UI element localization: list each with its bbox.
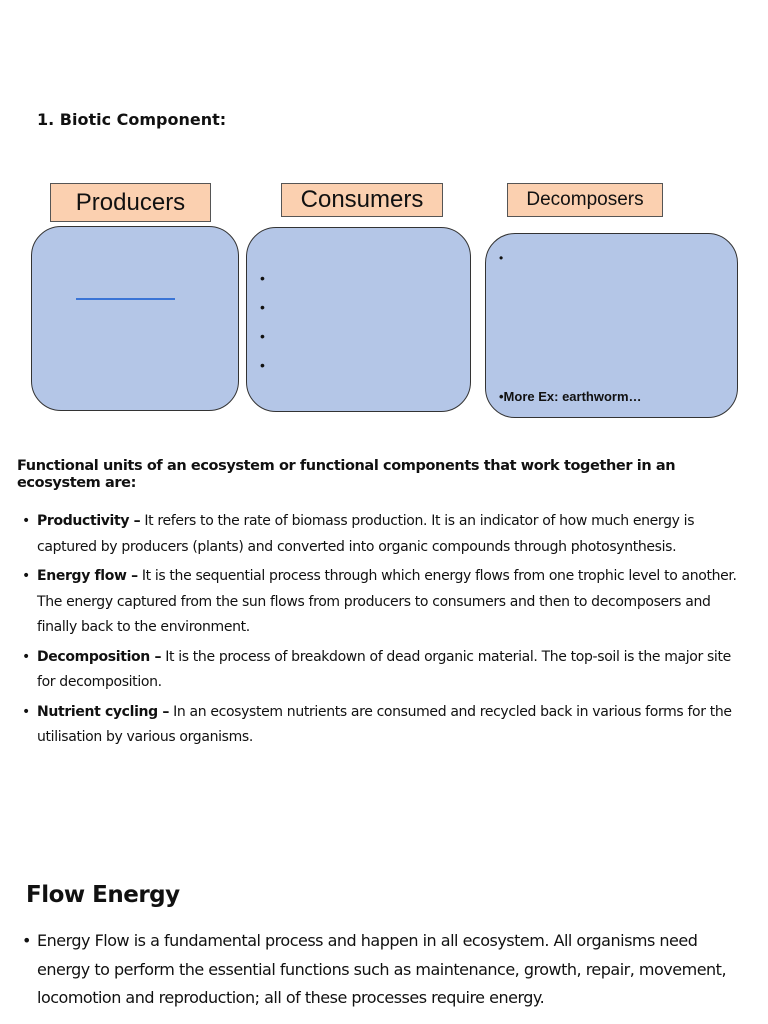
consumers-box: [246, 227, 471, 412]
list-item-text: It refers to the rate of biomass production. It is an indicator of how much energy is captured by producers (plants) and converted into organic compounds through photosynthesis.: [37, 513, 695, 555]
list-item: [22, 564, 752, 641]
list-item-text: In an ecosystem nutrients are consumed and recycled back in various forms for the utilisation by various organisms.: [37, 703, 732, 745]
consumers-label: Consumers: [281, 183, 443, 217]
decomposers-label: Decomposers: [507, 183, 663, 217]
list-item-term: Productivity –: [37, 513, 141, 529]
flow-energy-title: Flow Energy: [26, 882, 180, 908]
producers-blank-line: [76, 298, 175, 300]
functional-units-list: [22, 509, 752, 755]
consumers-bullet: •: [260, 299, 265, 315]
functional-units-heading: Functional units of an ecosystem or functional components that work together in an ecosystem are:: [17, 458, 676, 491]
list-item: • Energy Flow is a fundamental process and happen in all ecosystem. All organisms need energy to perform the essential functions such as maintenance, growth, repair, movement, locomotion and reproduction; all of these processes require energy.: [22, 927, 752, 1013]
decomposers-bullet: •: [499, 251, 504, 265]
consumers-bullet: •: [260, 357, 265, 373]
consumers-bullet: •: [260, 270, 265, 286]
list-item-term: Decomposition –: [37, 648, 162, 665]
list-item: [22, 700, 752, 751]
list-item-text: It is the process of breakdown of dead organic material. The top-soil is the major site for decomposition.: [37, 648, 731, 690]
decomposers-example: •More Ex: earthworm…: [499, 389, 642, 404]
producers-box: [31, 226, 239, 411]
list-item: [22, 509, 752, 560]
list-item: [22, 645, 752, 696]
producers-label: Producers: [50, 183, 211, 222]
list-item-term: Nutrient cycling –: [37, 703, 169, 720]
flow-energy-list: [22, 927, 752, 1013]
section-title: 1. Biotic Component:: [37, 110, 227, 129]
consumers-bullet: •: [260, 328, 265, 344]
list-item-term: Energy flow –: [37, 568, 138, 584]
list-item-text: It is the sequential process through which energy flows from one trophic level to another. The energy captured from the sun flows from producers to consumers and then to decomposers and finally back to the environment.: [37, 568, 737, 635]
